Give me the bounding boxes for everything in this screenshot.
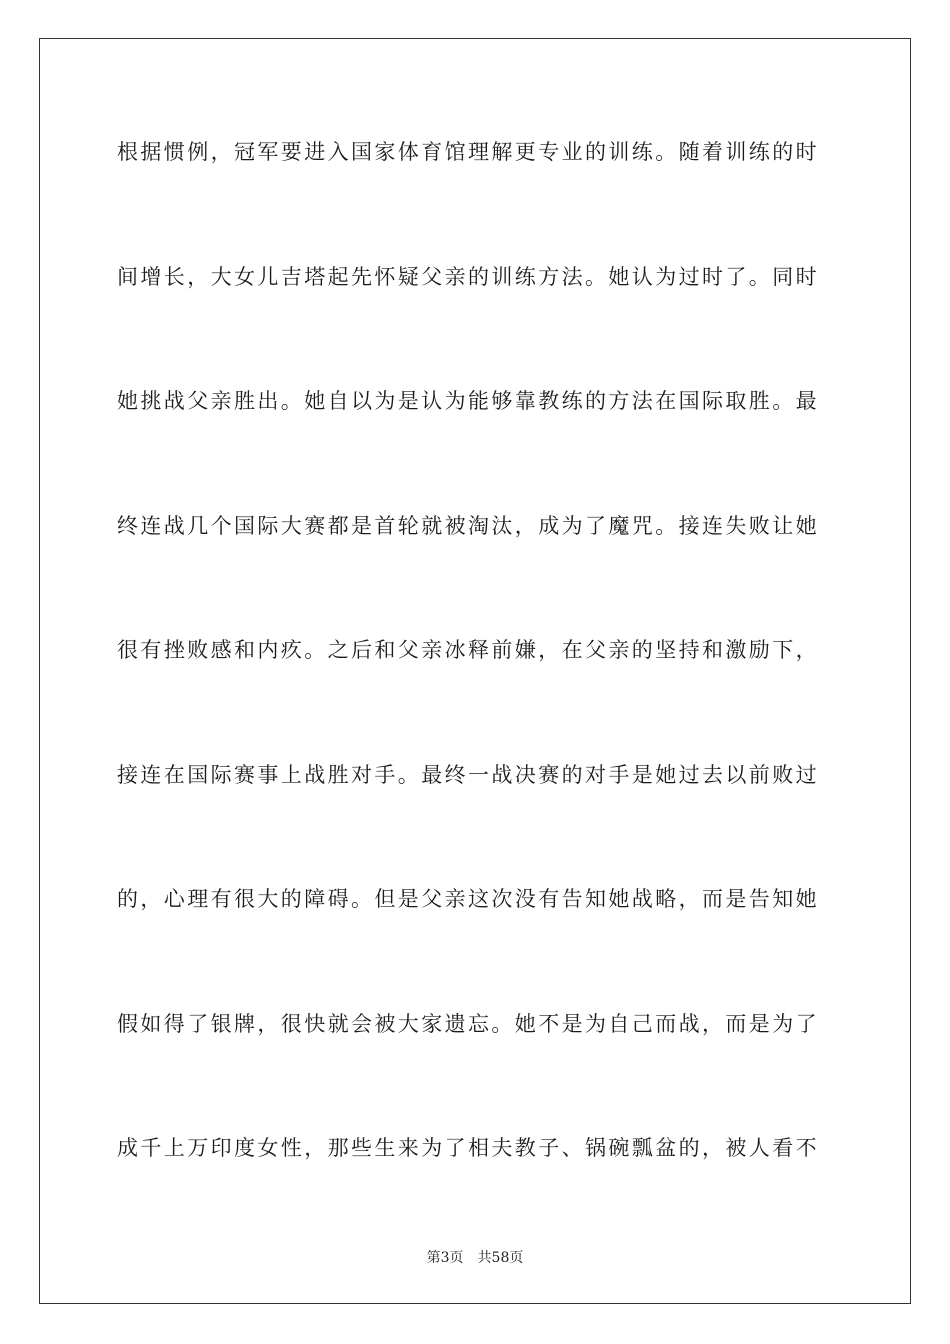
text-line: 终连战几个国际大赛都是首轮就被淘汰，成为了魔咒。接连失败让她 [117,513,819,538]
page-number: 第3页 [426,1250,464,1266]
text-line: 接连在国际赛事上战胜对手。最终一战决赛的对手是她过去以前败过 [117,762,819,787]
text-line: 间增长，大女儿吉塔起先怀疑父亲的训练方法。她认为过时了。同时 [117,264,819,289]
document-body [117,128,833,1249]
text-line: 成千上万印度女性，那些生来为了相夫教子、锅碗瓢盆的，被人看不 [117,1136,819,1160]
text-line: 的，心理有很大的障碍。但是父亲这次没有告知她战略，而是告知她 [117,887,819,911]
text-line: 假如得了银牌，很快就会被大家遗忘。她不是为自己而战，而是为了 [117,1011,819,1036]
page-total: 共58页 [477,1250,524,1266]
text-line: 很有挫败感和内疚。之后和父亲冰释前嫌，在父亲的坚持和激励下， [117,638,819,662]
text-line: 根据惯例，冠军要进入国家体育馆理解更专业的训练。随着训练的时 [117,140,819,164]
page-footer [0,1247,950,1267]
text-line: 她挑战父亲胜出。她自以为是认为能够靠教练的方法在国际取胜。最 [117,389,819,413]
